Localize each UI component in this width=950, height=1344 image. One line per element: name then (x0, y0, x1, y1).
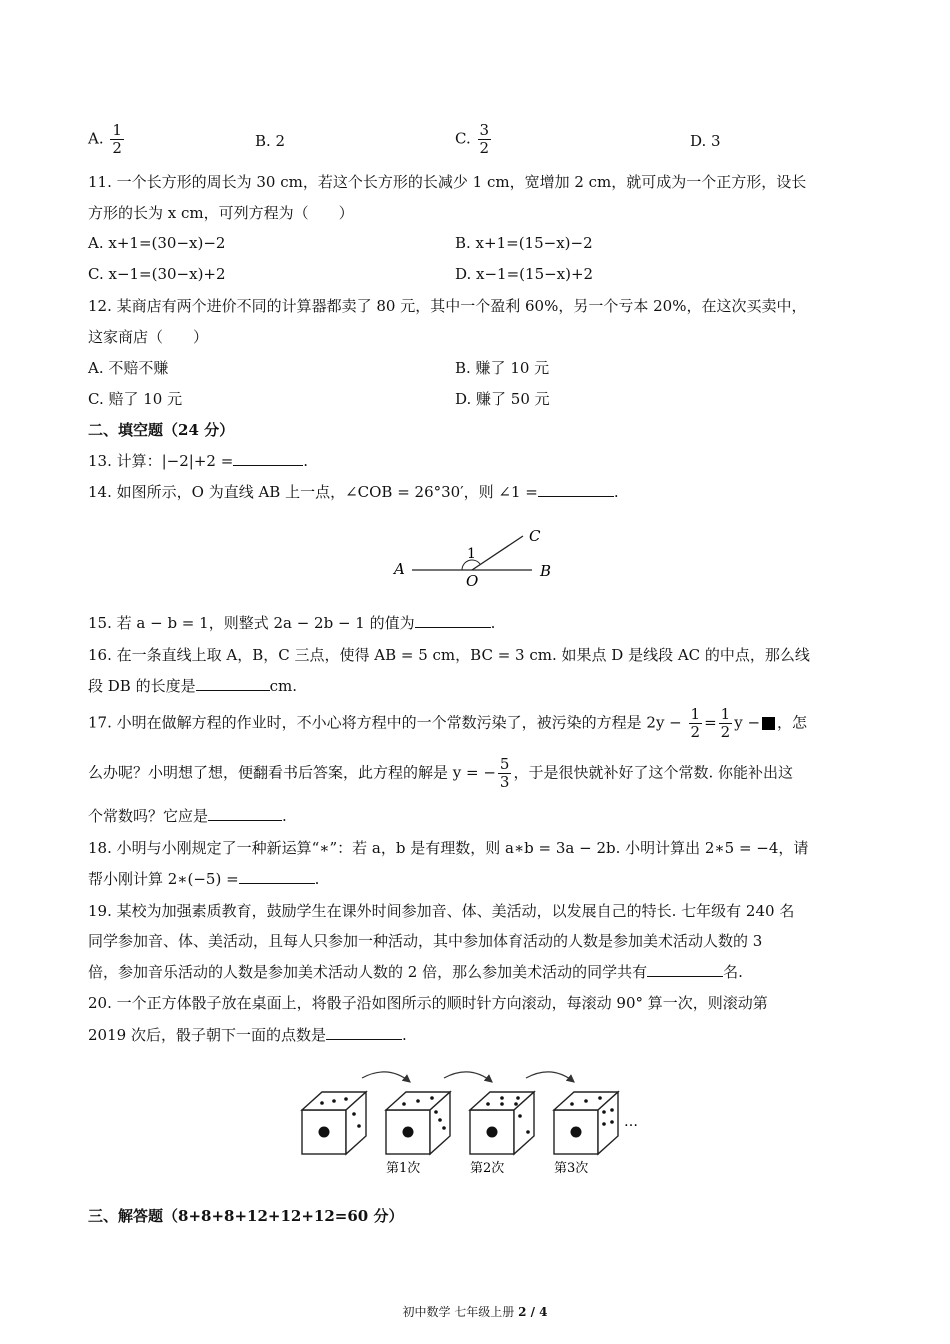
q10-option-d: D. 3 (690, 132, 721, 150)
label-a: A (394, 560, 405, 578)
q11-option-b: B. x+1=(15−x)−2 (455, 234, 593, 252)
answer-blank (415, 613, 491, 628)
q18-line1: 18. 小明与小刚规定了一种新运算“∗”：若 a，b 是有理数，则 a∗b = 3a − 2b. 小明计算出 2∗5 = −4，请 (88, 839, 809, 857)
q20-line1: 20. 一个正方体骰子放在桌面上，将骰子沿如图所示的顺时针方向滚动，每滚动 90° 算一次，则滚动第 (88, 994, 768, 1012)
q16-line2: 段 DB 的长度是 cm. (88, 677, 297, 695)
q17-line1: 17. 小明在做解方程的作业时，不小心将方程中的一个常数污染了，被污染的方程是 2y − $\frac{1}{2}$ = $\frac{1}{2}$ y − ，怎 (88, 705, 808, 741)
q17-line2: 么办呢？小明想了想，便翻看书后答案，此方程的解是 y = − $\frac{5}{3}$ ，于是很快就补好了这个常数. 你能补出这 (88, 755, 794, 791)
answer-blank (233, 451, 303, 466)
q19-line1: 19. 某校为加强素质教育，鼓励学生在课外时间参加音、体、美活动，以发展自己的特长. 七年级有 240 名 (88, 902, 795, 920)
q14: 14. 如图所示，O 为直线 AB 上一点，∠COB = 26°30′，则 ∠1 = . (88, 483, 619, 501)
answer-blank (239, 869, 315, 884)
answer-blank (196, 676, 270, 691)
q11-option-a: A. x+1=(30−x)−2 (88, 234, 226, 252)
q18-line2: 帮小刚计算 2∗(−5) = . (88, 870, 320, 888)
q11-line2: 方形的长为 x cm，可列方程为（ ） (88, 204, 354, 222)
section-3-heading: 三、解答题（8+8+8+12+12+12=60 分） (88, 1207, 404, 1225)
q12-option-d: D. 赚了 50 元 (455, 390, 550, 408)
q10-option-c: C. $\frac{3}{2}$ (455, 121, 490, 157)
dice-figure (290, 1068, 660, 1186)
label-roll-1: 第1次 (386, 1161, 421, 1176)
q12-option-c: C. 赔了 10 元 (88, 390, 183, 408)
roll-arrow (362, 1072, 410, 1082)
q11-option-d: D. x−1=(15−x)+2 (455, 265, 594, 283)
section-2-heading: 二、填空题（24 分） (88, 421, 235, 439)
label-b: B (540, 562, 552, 580)
label-c: C (529, 527, 541, 545)
roll-arrow (444, 1072, 492, 1082)
label-roll-2: 第2次 (470, 1161, 505, 1176)
q19-line2: 同学参加音、体、美活动，且每人只参加一种活动，其中参加体育活动的人数是参加美术活动人数的 3 (88, 932, 763, 950)
q16-line1: 16. 在一条直线上取 A，B，C 三点，使得 AB = 5 cm，BC = 3 cm. 如果点 D 是线段 AC 的中点，那么线 (88, 646, 810, 664)
angle-figure (390, 522, 560, 592)
q12-option-b: B. 赚了 10 元 (455, 359, 550, 377)
ellipsis: … (624, 1114, 638, 1130)
answer-blank (326, 1025, 402, 1040)
q12-option-a: A. 不赔不赚 (88, 359, 169, 377)
q13: 13. 计算：|−2|+2 = . (88, 452, 309, 470)
q11-line1: 11. 一个长方形的周长为 30 cm，若这个长方形的长减少 1 cm，宽增加 2 cm，就可成为一个正方形，设长 (88, 173, 807, 191)
q12-line1: 12. 某商店有两个进价不同的计算器都卖了 80 元，其中一个盈利 60%，另一个亏本 20%，在这次买卖中， (88, 297, 807, 315)
q20-line2: 2019 次后，骰子朝下一面的点数是 . (88, 1026, 407, 1044)
q15: 15. 若 a − b = 1，则整式 2a − 2b − 1 的值为 . (88, 614, 496, 632)
answer-blank (538, 482, 614, 497)
die-initial (302, 1092, 366, 1154)
page-number: 2 / 4 (518, 1305, 548, 1319)
stain-block (762, 717, 775, 730)
die-roll-1 (386, 1092, 450, 1154)
answer-blank (208, 806, 282, 821)
q10-option-a: A. $\frac{1}{2}$ (88, 121, 122, 157)
answer-blank (647, 962, 723, 977)
q17-line3: 个常数吗？它应是 . (88, 807, 287, 825)
label-angle-1: 1 (467, 546, 476, 562)
die-roll-3 (554, 1092, 618, 1154)
q11-option-c: C. x−1=(30−x)+2 (88, 265, 226, 283)
page-footer: 初中数学 七年级上册 2 / 4 (402, 1305, 548, 1319)
q12-line2: 这家商店（ ） (88, 328, 209, 346)
die-roll-2 (470, 1092, 534, 1154)
label-roll-3: 第3次 (554, 1161, 589, 1176)
q10-option-b: B. 2 (255, 132, 286, 150)
label-o: O (466, 572, 479, 590)
roll-arrow (526, 1072, 574, 1082)
q19-line3: 倍，参加音乐活动的人数是参加美术活动人数的 2 倍，那么参加美术活动的同学共有 名. (88, 963, 743, 981)
